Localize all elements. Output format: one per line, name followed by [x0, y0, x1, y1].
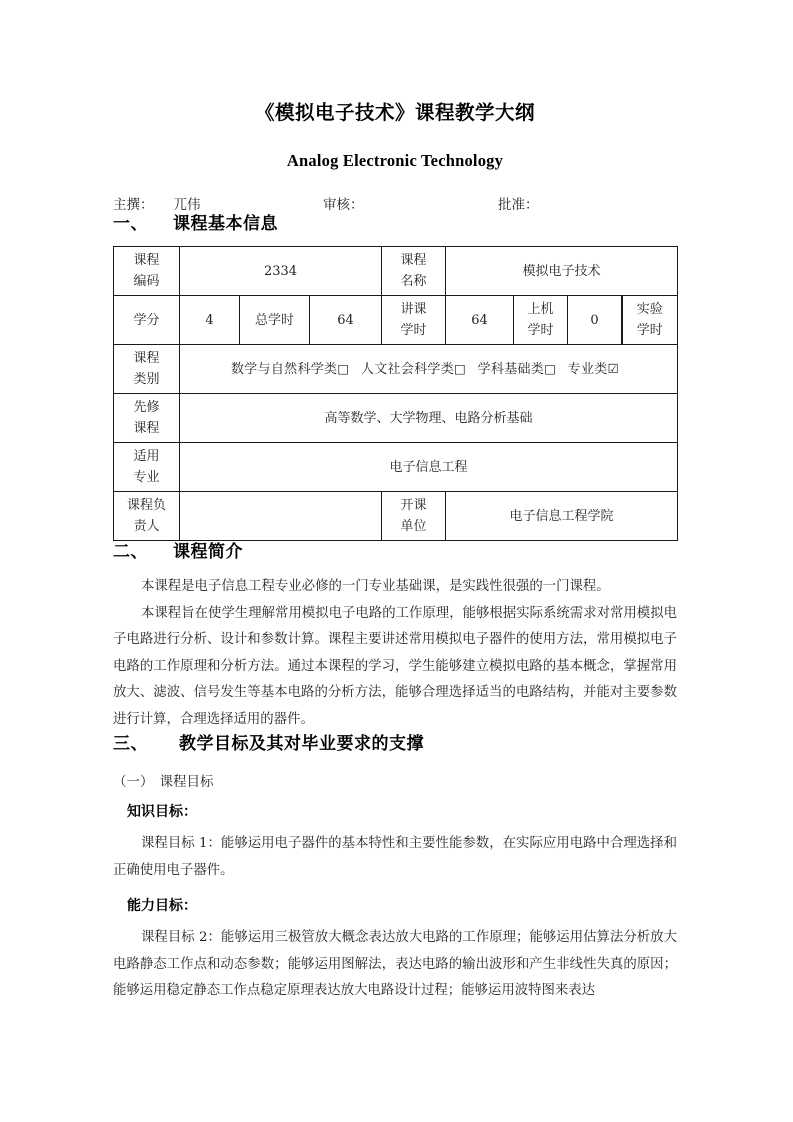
label-prerequisite-line2: 课程 — [133, 421, 160, 437]
category-option-math-science[interactable] — [231, 362, 350, 377]
label-experiment-hours-line1: 实验 — [636, 302, 663, 318]
category-option-humanities[interactable] — [361, 362, 466, 377]
section-heading-course-intro — [113, 541, 677, 564]
label-category-line2: 类别 — [133, 372, 160, 388]
category-option-discipline-basic[interactable] — [478, 362, 557, 377]
subsection-number: （一） — [113, 774, 154, 791]
table-row-major — [114, 443, 678, 492]
label-course-name-line1: 课程 — [400, 253, 427, 269]
label-course-code-line1: 课程 — [133, 253, 160, 269]
course-info-table — [113, 246, 678, 541]
cell-label-course-name — [382, 247, 446, 296]
cell-value-computer-hours: 0 — [568, 296, 622, 345]
checkbox-unchecked-icon[interactable]: □ — [337, 361, 350, 377]
label-prerequisite-line1: 先修 — [133, 400, 160, 416]
signature-row — [113, 193, 677, 213]
cell-label-lecture-hours — [382, 296, 446, 345]
approver-field — [498, 193, 618, 213]
cell-category-options — [180, 345, 678, 394]
section-one-title: 课程基本信息 — [173, 214, 278, 235]
page-content — [113, 0, 677, 1005]
label-course-code-line2: 编码 — [133, 274, 160, 290]
label-lecture-hours-line1: 讲课 — [400, 302, 427, 318]
label-computer-hours-line2: 学时 — [527, 323, 554, 339]
section-heading-basic-info — [113, 213, 677, 236]
section-one-number: 一、 — [113, 214, 148, 235]
cell-label-applicable-major — [114, 443, 180, 492]
label-course-leader-line1: 课程负 — [126, 498, 166, 514]
cell-value-lecture-hours: 64 — [446, 296, 514, 345]
reviewer-field — [323, 193, 498, 213]
label-department-line1: 开课 — [400, 498, 427, 514]
cell-value-department: 电子信息工程学院 — [446, 492, 678, 541]
cell-label-course-code — [114, 247, 180, 296]
label-category-line1: 课程 — [133, 351, 160, 367]
cell-label-computer-hours — [514, 296, 568, 345]
cell-value-course-code: 2334 — [180, 247, 382, 296]
page-subtitle-english: Analog Electronic Technology — [286, 151, 504, 171]
cell-label-experiment-wrap — [622, 296, 678, 345]
cell-value-applicable-major: 电子信息工程 — [180, 443, 678, 492]
label-course-name-line2: 名称 — [400, 274, 427, 290]
category-option-major-label: 专业类 — [567, 362, 608, 378]
checkbox-unchecked-icon[interactable]: □ — [454, 361, 467, 377]
knowledge-objectives-heading: 知识目标： — [127, 804, 197, 821]
label-applicable-major-line2: 专业 — [133, 470, 160, 486]
subsection-title: 课程目标 — [159, 774, 214, 791]
section-heading-teaching-goals — [113, 733, 677, 756]
course-intro-paragraph-2: 本课程旨在使学生理解常用模拟电子电路的工作原理，能够根据实际系统需求对常用模拟电子电路进行分析、设计和参数计算。课程主要讲述常用模拟电子器件的使用方法，常用模拟电子电路的工作原理和分析方法。通过本课程的学习，学生能够建立模拟电路的基本概念，掌握常用放大、滤波、信号发生等基本电路的分析方法，能够合理选择适当的电路结构，并能对主要参数进行计算，合理选择适用的器件。 — [113, 605, 677, 727]
author-field — [113, 193, 323, 213]
approver-label: 批准： — [498, 197, 539, 214]
knowledge-objective-text: 课程目标 1：能够运用电子器件的基本特性和主要性能参数，在实际应用电路中合理选择和正确使用电子器件。 — [113, 836, 677, 878]
section-two-title: 课程简介 — [173, 542, 243, 563]
reviewer-label: 审核： — [323, 197, 364, 214]
section-two-number: 二、 — [113, 542, 148, 563]
table-row-code — [114, 247, 678, 296]
category-option-major[interactable] — [568, 362, 619, 377]
author-label: 主撰： — [113, 197, 154, 214]
page-title: 《模拟电子技术》课程教学大纲 — [254, 101, 535, 124]
cell-label-credit: 学分 — [114, 296, 180, 345]
author-name: 兀伟 — [173, 197, 201, 214]
cell-value-total-hours: 64 — [310, 296, 382, 345]
checkbox-unchecked-icon[interactable]: □ — [544, 361, 557, 377]
cell-label-course-leader — [114, 492, 180, 541]
table-row-prerequisite — [114, 394, 678, 443]
label-experiment-hours-line2: 学时 — [636, 323, 663, 339]
course-intro-paragraph-1: 本课程是电子信息工程专业必修的一门专业基础课，是实践性很强的一门课程。 — [141, 579, 610, 595]
cell-label-category — [114, 345, 180, 394]
ability-objectives-heading: 能力目标： — [127, 898, 197, 915]
label-applicable-major-line1: 适用 — [133, 449, 160, 465]
cell-label-experiment-hours — [623, 296, 678, 344]
cell-value-prerequisite: 高等数学、大学物理、电路分析基础 — [180, 394, 678, 443]
label-course-leader-line2: 责人 — [133, 519, 160, 535]
table-row-category — [114, 345, 678, 394]
reviewer-name — [364, 197, 384, 213]
cell-value-credit: 4 — [180, 296, 240, 345]
cell-value-course-leader — [180, 492, 382, 541]
checkbox-checked-icon[interactable]: ☑ — [607, 361, 620, 377]
approver-name — [539, 197, 559, 213]
cell-value-course-name: 模拟电子技术 — [446, 247, 678, 296]
section-three-number: 三、 — [113, 734, 148, 755]
category-option-discipline-basic-label: 学科基础类 — [477, 362, 545, 378]
table-row-hours — [114, 296, 678, 345]
subsection-heading-course-objectives — [113, 756, 677, 790]
table-row-leader — [114, 492, 678, 541]
label-computer-hours-line1: 上机 — [527, 302, 554, 318]
ability-objective-text: 课程目标 2：能够运用三极管放大概念表达放大电路的工作原理；能够运用估算法分析放大电路静态工作点和动态参数；能够运用图解法，表达电路的输出波形和产生非线性失真的原因；能够运用稳定静态工作点稳定原理表达放大电路设计过程；能够运用波特图来表达 — [113, 930, 677, 999]
category-option-math-science-label: 数学与自然科学类 — [230, 362, 338, 378]
cell-label-total-hours: 总学时 — [240, 296, 310, 345]
label-lecture-hours-line2: 学时 — [400, 323, 427, 339]
category-option-humanities-label: 人文社会科学类 — [360, 362, 455, 378]
label-department-line2: 单位 — [400, 519, 427, 535]
section-three-title: 教学目标及其对毕业要求的支撑 — [179, 734, 424, 755]
cell-label-department — [382, 492, 446, 541]
cell-label-prerequisite — [114, 394, 180, 443]
